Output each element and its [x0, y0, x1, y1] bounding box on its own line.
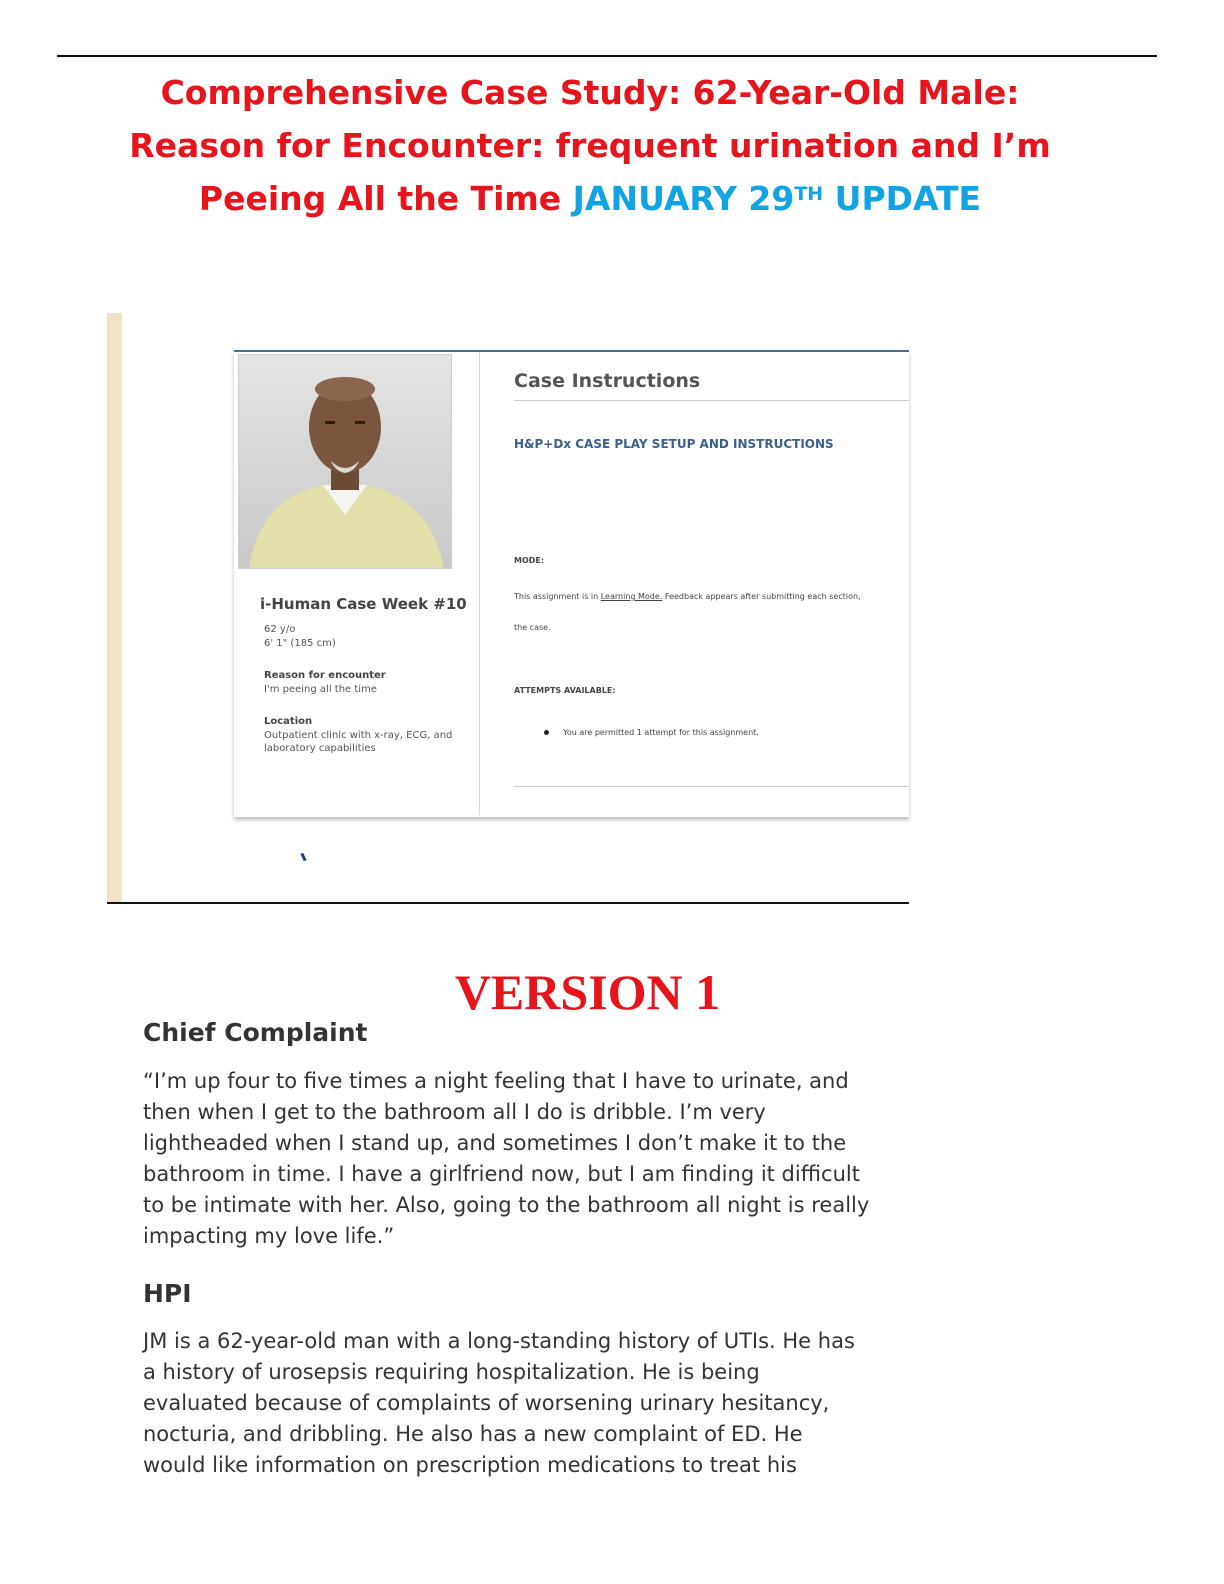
top-rule [57, 55, 1157, 57]
location-label: Location [264, 716, 313, 727]
case-instructions-title: Case Instructions [514, 370, 701, 392]
cursor-mark-icon [300, 853, 306, 862]
mode-text-post: Feedback appears after submitting each section, [662, 592, 861, 601]
figure-bottom-rule [107, 902, 909, 904]
hpi-heading: HPI [143, 1279, 192, 1308]
hpi-line: would like information on prescription medications to treat his [143, 1453, 797, 1477]
case-name: i-Human Case Week #10 [260, 595, 467, 613]
hpi-line: evaluated because of complaints of worsening urinary hesitancy, [143, 1391, 830, 1415]
mode-label: MODE: [514, 556, 545, 565]
mode-text-pre: This assignment is in [514, 592, 601, 601]
hpi-text [143, 1326, 1083, 1481]
update-suffix: UPDATE [823, 179, 982, 218]
attempts-label: ATTEMPTS AVAILABLE: [514, 686, 616, 695]
cc-line: bathroom in time. I have a girlfriend now, but I am finding it difficult [143, 1162, 860, 1186]
title-line-1: Comprehensive Case Study: 62-Year-Old Male: [160, 73, 1020, 112]
cc-line: lightheaded when I stand up, and sometimes I don’t make it to the [143, 1131, 847, 1155]
case-screenshot-figure [107, 313, 909, 902]
patient-avatar-image [239, 355, 451, 568]
instructions-bottom-divider [514, 786, 909, 787]
title-line-3-prefix: Peeing All the Time [198, 179, 573, 218]
update-label [573, 179, 981, 218]
case-instructions-pane [514, 352, 909, 815]
attempts-bullet [544, 728, 759, 737]
document-title [60, 66, 1120, 225]
reason-label: Reason for encounter [264, 670, 386, 681]
attempts-text: You are permitted 1 attempt for this assignment. [563, 728, 759, 737]
learning-mode-link[interactable]: Learning Mode. [600, 592, 663, 601]
hpi-line: a history of urosepsis requiring hospitalization. He is being [143, 1360, 760, 1384]
hpi-line: JM is a 62-year-old man with a long-standing history of UTIs. He has [143, 1329, 855, 1353]
case-card [234, 352, 480, 815]
cc-line: then when I get to the bathroom all I do is dribble. I’m very [143, 1100, 766, 1124]
case-panel [234, 350, 909, 817]
patient-height: 6' 1" (185 cm) [264, 638, 336, 649]
bullet-dot-icon [544, 730, 549, 735]
update-sup: TH [794, 183, 824, 205]
cc-line: impacting my love life.” [143, 1224, 395, 1248]
chief-complaint-heading: Chief Complaint [143, 1018, 368, 1047]
instructions-divider [514, 400, 909, 401]
hpi-line: nocturia, and dribbling. He also has a new complaint of ED. He [143, 1422, 803, 1446]
figure-side-bar [107, 313, 122, 902]
location-line-1: Outpatient clinic with x-ray, ECG, and [264, 730, 453, 741]
title-line-2: Reason for Encounter: frequent urination and I’m [129, 126, 1051, 165]
cc-line: to be intimate with her. Also, going to the bathroom all night is really [143, 1193, 870, 1217]
version-title: VERSION 1 [454, 964, 721, 1020]
title-line-3 [60, 172, 1120, 225]
location-line-2: laboratory capabilities [264, 743, 376, 754]
patient-avatar [238, 354, 452, 569]
setup-heading: H&P+Dx CASE PLAY SETUP AND INSTRUCTIONS [514, 437, 834, 451]
cc-line: “I’m up four to five times a night feeling that I have to urinate, and [143, 1069, 849, 1093]
chief-complaint-text [143, 1066, 1083, 1252]
reason-value: I'm peeing all the time [264, 684, 377, 695]
mode-text-line-2: the case. [514, 623, 551, 632]
update-date: JANUARY 29 [572, 179, 795, 218]
mode-text [514, 592, 861, 601]
patient-age: 62 y/o [264, 624, 296, 635]
